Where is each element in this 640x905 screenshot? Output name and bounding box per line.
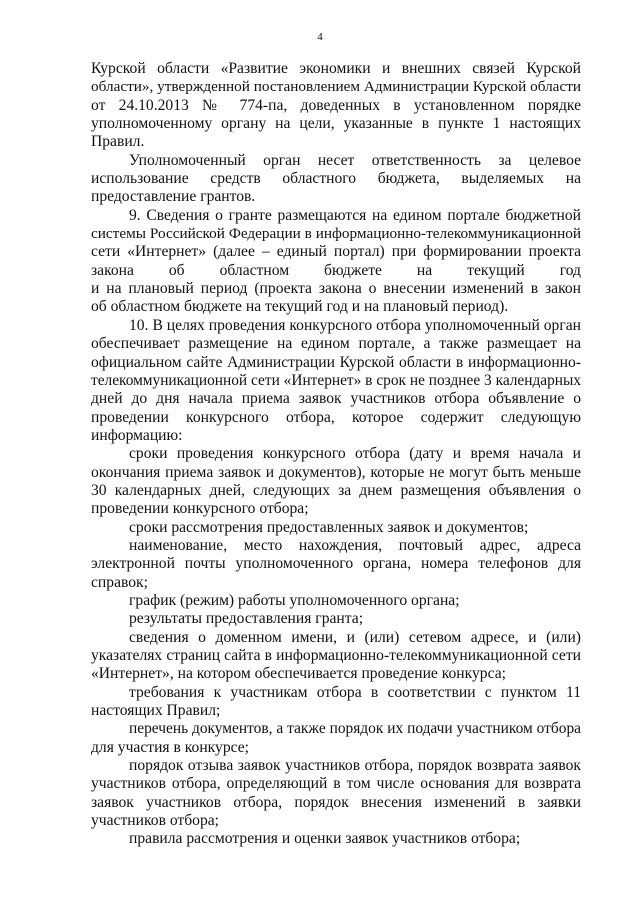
text-line: правила рассмотрения и оценки заявок участников отбора; xyxy=(129,830,521,848)
text-line: заявок участников отбора, порядок внесения изменений в заявки xyxy=(91,793,581,811)
text-line: закона об областном бюджете на текущий год xyxy=(91,261,581,279)
text-line: Уполномоченный орган несет ответственность за целевое xyxy=(129,151,581,169)
text-line: требования к участникам отбора в соответствии с пунктом 11 xyxy=(129,683,581,701)
text-line: результаты предоставления гранта; xyxy=(129,610,364,628)
text-line: 30 календарных дней, следующих за днем размещения объявления о xyxy=(91,481,581,499)
text-line: использование средств областного бюджета, выделяемых на xyxy=(91,170,581,188)
text-line: Курской области «Развитие экономики и внешних связей Курской xyxy=(91,60,581,77)
text-line: сроки проведения конкурсного отбора (дату и время начала и xyxy=(129,445,581,463)
text-line: наименование, место нахождения, почтовый адрес, адреса xyxy=(129,536,581,554)
text-line: участников отбора, определяющий в том числе основания для возврата xyxy=(91,775,581,793)
text-line: официальном сайте Администрации Курской области в информационно- xyxy=(91,353,581,371)
text-line: области», утвержденной постановлением Администрации Курской области xyxy=(91,78,581,96)
text-line: об областном бюджете на текущий год и на плановый период). xyxy=(91,298,509,316)
text-line: настоящих Правил; xyxy=(91,702,221,720)
text-line: и на плановый период (проекта закона о внесении изменений в закон xyxy=(91,280,581,298)
text-line: Правил. xyxy=(91,133,145,151)
text-line: системы Российской Федерации в информационно-телекоммуникационной xyxy=(91,225,581,243)
text-line: «Интернет», на котором обеспечивается проведение конкурса; xyxy=(91,665,506,683)
text-line: электронной почты уполномоченного органа, номера телефонов для xyxy=(91,555,581,573)
text-line: 9. Сведения о гранте размещаются на едином портале бюджетной xyxy=(129,206,581,224)
text-line: проведении конкурсного отбора, которое содержит следующую xyxy=(91,408,581,426)
text-line: сведения о доменном имени, и (или) сетевом адресе, и (или) xyxy=(129,628,581,646)
text-line: сети «Интернет» (далее – единый портал) при формировании проекта xyxy=(91,243,581,261)
text-line: проведении конкурсного отбора; xyxy=(91,500,309,518)
text-line: график (режим) работы уполномоченного органа; xyxy=(129,591,460,609)
text-line: порядок отзыва заявок участников отбора, порядок возврата заявок xyxy=(129,757,581,775)
text-line: для участия в конкурсе; xyxy=(91,738,250,756)
text-line: участников отбора; xyxy=(91,812,220,830)
page-number: 4 xyxy=(317,31,323,43)
text-line: справок; xyxy=(91,573,148,591)
text-line: 10. В целях проведения конкурсного отбора уполномоченный орган xyxy=(129,316,581,334)
text-line: окончания приема заявок и документов), которые не могут быть меньше xyxy=(91,463,581,481)
text-line: указателях страниц сайта в информационно-телекоммуникационной сети xyxy=(91,647,581,664)
document-body xyxy=(91,60,581,849)
text-line: обеспечивает размещение на едином портале, а также размещает на xyxy=(91,335,581,353)
text-line: от 24.10.2013 № 774-па, доведенных в установленном порядке xyxy=(91,96,581,114)
text-line: перечень документов, а также порядок их подачи участником отбора xyxy=(129,720,581,738)
text-line: сроки рассмотрения предоставленных заявок и документов; xyxy=(129,518,529,536)
text-line: дней до дня начала приема заявок участников отбора объявление о xyxy=(91,390,581,408)
text-line: предоставление грантов. xyxy=(91,188,256,206)
text-line: уполномоченному органу на цели, указанные в пункте 1 настоящих xyxy=(91,115,581,133)
text-line: информацию: xyxy=(91,426,183,444)
text-line: телекоммуникационной сети «Интернет» в срок не позднее 3 календарных xyxy=(91,371,581,389)
